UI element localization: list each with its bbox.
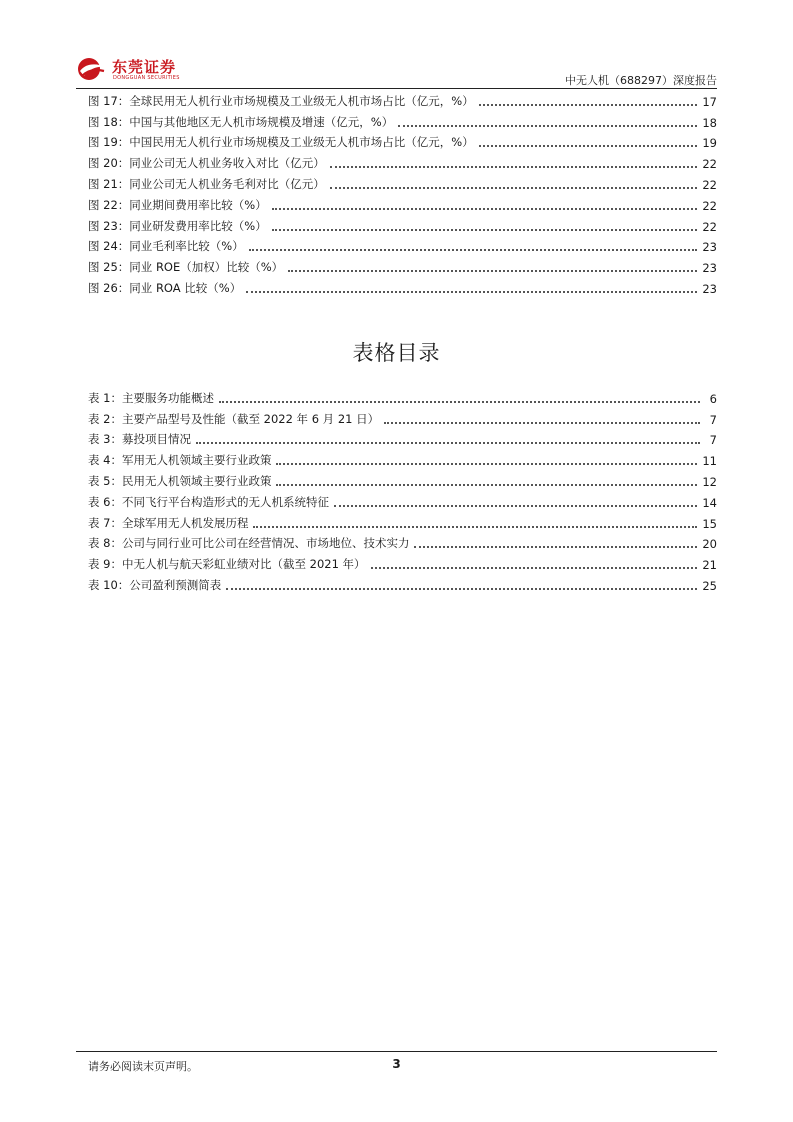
toc-entry-page: 11 [702,454,717,469]
toc-entry-page: 12 [702,474,717,489]
table-toc-list [88,385,717,593]
toc-entry-page: 23 [702,281,717,296]
toc-leader-dots [276,462,697,465]
toc-entry-page: 21 [702,558,717,573]
toc-leader-dots [384,421,700,424]
toc-entry-page: 6 [709,391,717,406]
toc-entry-page: 22 [702,157,717,172]
toc-entry-page: 23 [702,240,717,255]
toc-leader-dots [272,228,698,231]
report-label: 中无人机（688297）深度报告 [565,74,717,87]
toc-entry[interactable] [88,150,717,171]
toc-leader-dots [479,103,698,106]
footer-divider [76,1051,717,1052]
toc-entry-title: 图 24：同业毛利率比较（%） [88,239,244,254]
toc-entry[interactable] [88,489,717,510]
toc-entry-title: 图 20：同业公司无人机业务收入对比（亿元） [88,156,325,171]
toc-entry-title: 表 9：中无人机与航天彩虹业绩对比（截至 2021 年） [88,557,366,572]
toc-entry[interactable] [88,572,717,593]
toc-entry[interactable] [88,510,717,531]
toc-entry-page: 22 [702,219,717,234]
toc-entry-title: 图 22：同业期间费用率比较（%） [88,197,267,212]
toc-entry[interactable] [88,275,717,296]
toc-entry-page: 19 [702,136,717,151]
toc-entry[interactable] [88,254,717,275]
toc-entry-page: 15 [702,516,717,531]
toc-leader-dots [272,207,698,210]
toc-entry-page: 17 [702,94,717,109]
toc-entry-page: 22 [702,198,717,213]
toc-entry[interactable] [88,213,717,234]
toc-entry-title: 表 5：民用无人机领域主要行业政策 [88,473,272,488]
toc-entry[interactable] [88,447,717,468]
toc-leader-dots [249,248,698,251]
toc-entry-page: 7 [709,433,717,448]
toc-entry[interactable] [88,468,717,489]
toc-entry-title: 图 17：全球民用无人机行业市场规模及工业级无人机市场占比（亿元，%） [88,93,474,108]
toc-entry-title: 表 2：主要产品型号及性能（截至 2022 年 6 月 21 日） [88,411,380,426]
toc-entry-page: 23 [702,261,717,276]
toc-entry-title: 表 7：全球军用无人机发展历程 [88,515,249,530]
brand-name-en: DONGGUAN SECURITIES [113,75,180,81]
toc-leader-dots [414,545,697,548]
toc-entry[interactable] [88,234,717,255]
toc-entry-title: 表 3：募投项目情况 [88,432,191,447]
toc-leader-dots [334,504,697,507]
toc-entry[interactable] [88,427,717,448]
toc-entry[interactable] [88,406,717,427]
toc-entry-page: 7 [709,412,717,427]
toc-entry-page: 18 [702,115,717,130]
toc-entry-title: 图 26：同业 ROA 比较（%） [88,280,242,295]
toc-entry-title: 图 23：同业研发费用率比较（%） [88,218,267,233]
toc-entry-title: 表 10：公司盈利预测简表 [88,577,222,592]
toc-entry-title: 图 19：中国民用无人机行业市场规模及工业级无人机市场占比（亿元，%） [88,135,474,150]
toc-leader-dots [330,186,698,189]
toc-entry-page: 20 [702,537,717,552]
toc-entry-page: 25 [702,578,717,593]
toc-leader-dots [371,566,698,569]
toc-leader-dots [288,269,697,272]
toc-leader-dots [276,483,697,486]
toc-entry[interactable] [88,531,717,552]
toc-entry-title: 图 18：中国与其他地区无人机市场规模及增速（亿元，%） [88,114,394,129]
toc-leader-dots [398,124,697,127]
table-toc-heading: 表格目录 [352,341,441,365]
toc-entry-title: 表 1：主要服务功能概述 [88,390,214,405]
company-logo [76,54,216,88]
toc-leader-dots [246,290,697,293]
footer-disclaimer: 请务必阅读末页声明。 [88,1060,198,1073]
toc-entry-title: 表 8：公司与同行业可比公司在经营情况、市场地位、技术实力 [88,536,410,551]
toc-entry[interactable] [88,171,717,192]
toc-entry-page: 22 [702,177,717,192]
toc-entry-page: 14 [702,495,717,510]
toc-entry[interactable] [88,88,717,109]
toc-entry-title: 图 21：同业公司无人机业务毛利对比（亿元） [88,176,325,191]
toc-entry[interactable] [88,192,717,213]
toc-entry[interactable] [88,385,717,406]
toc-leader-dots [219,400,700,403]
toc-entry[interactable] [88,109,717,130]
toc-leader-dots [330,165,698,168]
toc-leader-dots [226,587,697,590]
page-number: 3 [392,1057,401,1071]
brand-name: 东莞证券 [112,58,177,76]
figure-toc-list [88,88,717,296]
toc-entry-title: 图 25：同业 ROE（加权）比较（%） [88,260,284,275]
toc-leader-dots [253,525,697,528]
dongguan-securities-logo-icon [76,54,108,84]
toc-entry[interactable] [88,551,717,572]
toc-entry-title: 表 4：军用无人机领域主要行业政策 [88,453,272,468]
toc-entry-title: 表 6：不同飞行平台构造形式的无人机系统特征 [88,494,329,509]
toc-leader-dots [196,441,700,444]
toc-entry[interactable] [88,130,717,151]
toc-leader-dots [479,144,698,147]
